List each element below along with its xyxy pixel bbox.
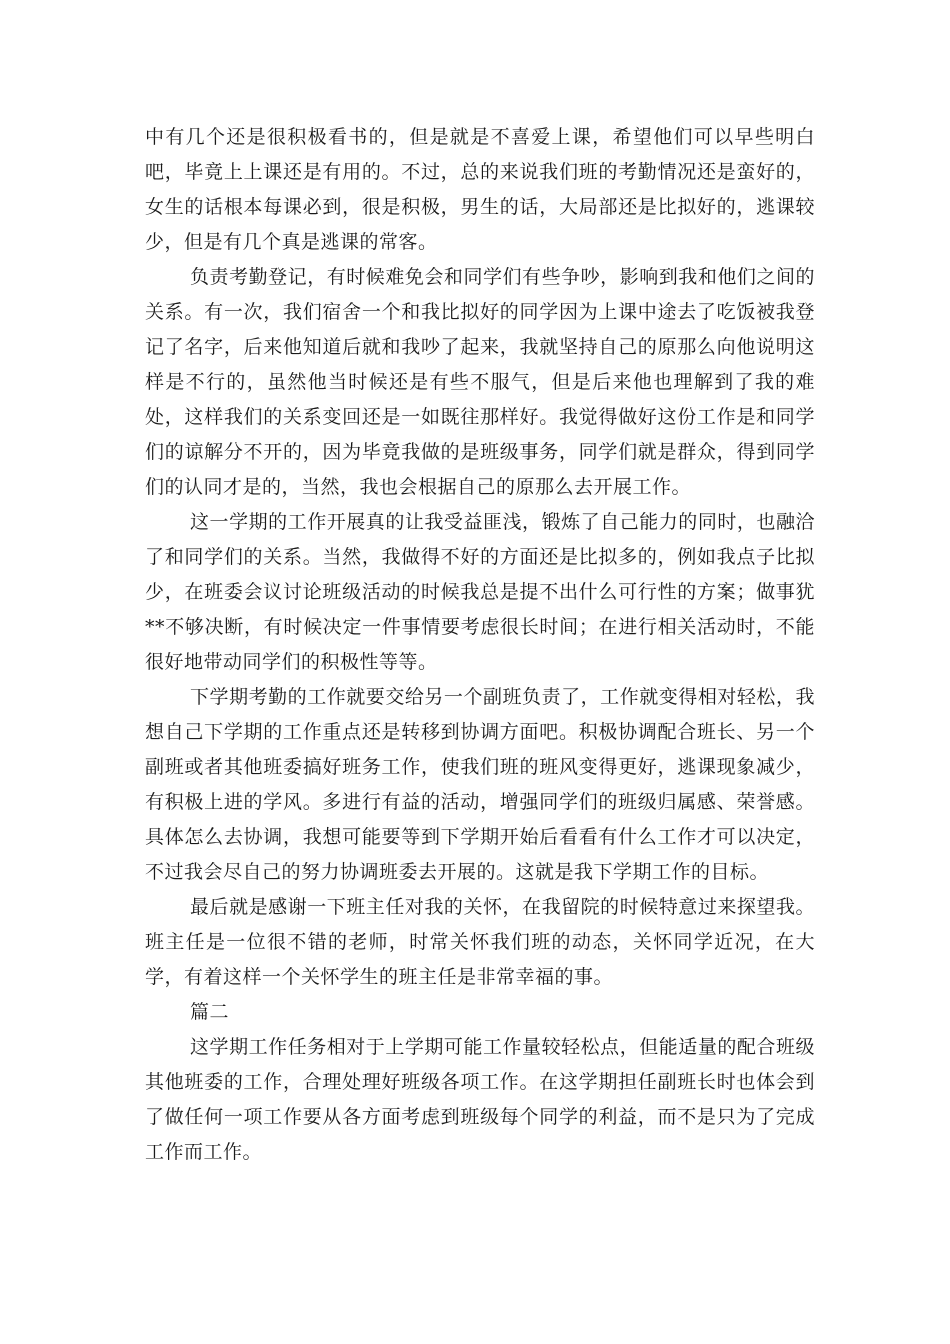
paragraph-2: 负责考勤登记，有时候难免会和同学们有些争吵，影响到我和他们之间的关系。有一次，我们宿舍一个和我比拟好的同学因为上课中途去了吃饭被我登记了名字，后来他知道后就和我吵了起来，我就坚持自己的原那么向他说明这样是不行的，虽然他当时候还是有些不服气，但是后来他也理解到了我的难处，这样我们的关系变回还是一如既往那样好。我觉得做好这份工作是和同学们的谅解分不开的，因为毕竟我做的是班级事务，同学们就是群众，得到同学们的认同才是的，当然，我也会根据自己的原那么去开展工作。 [145, 266, 815, 498]
paragraph-4: 下学期考勤的工作就要交给另一个副班负责了，工作就变得相对轻松，我想自己下学期的工作重点还是转移到协调方面吧。积极协调配合班长、另一个副班或者其他班委搞好班务工作，使我们班的班风变得更好，逃课现象减少，有积极上进的学风。多进行有益的活动，增强同学们的班级归属感、荣誉感。具体怎么去协调，我想可能要等到下学期开始后看看有什么工作才可以决定，不过我会尽自己的努力协调班委去开展的。这就是我下学期工作的目标。 [145, 686, 815, 883]
paragraph-1: 中有几个还是很积极看书的，但是就是不喜爱上课，希望他们可以早些明白吧，毕竟上上课还是有用的。不过，总的来说我们班的考勤情况还是蛮好的，女生的话根本每课必到，很是积极，男生的话，大局部还是比拟好的，逃课较少，但是有几个真是逃课的常客。 [145, 126, 815, 253]
paragraph-6: 这学期工作任务相对于上学期可能工作量较轻松点，但能适量的配合班级其他班委的工作，合理处理好班级各项工作。在这学期担任副班长时也体会到了做任何一项工作要从各方面考虑到班级每个同学的利益，而不是只为了完成工作而工作。 [145, 1036, 815, 1163]
section-heading-part-two: 篇二 [190, 1001, 230, 1023]
paragraph-3: 这一学期的工作开展真的让我受益匪浅，锻炼了自己能力的同时，也融洽了和同学们的关系。当然，我做得不好的方面还是比拟多的，例如我点子比拟少，在班委会议讨论班级活动的时候我总是提不出什么可行性的方案；做事犹**不够决断，有时候决定一件事情要考虑很长时间；在进行相关活动时，不能很好地带动同学们的积极性等等。 [145, 511, 815, 673]
paragraph-5: 最后就是感谢一下班主任对我的关怀，在我留院的时候特意过来探望我。班主任是一位很不错的老师，时常关怀我们班的动态，关怀同学近况，在大学，有着这样一个关怀学生的班主任是非常幸福的事。 [145, 896, 815, 988]
document-body [145, 120, 815, 1170]
